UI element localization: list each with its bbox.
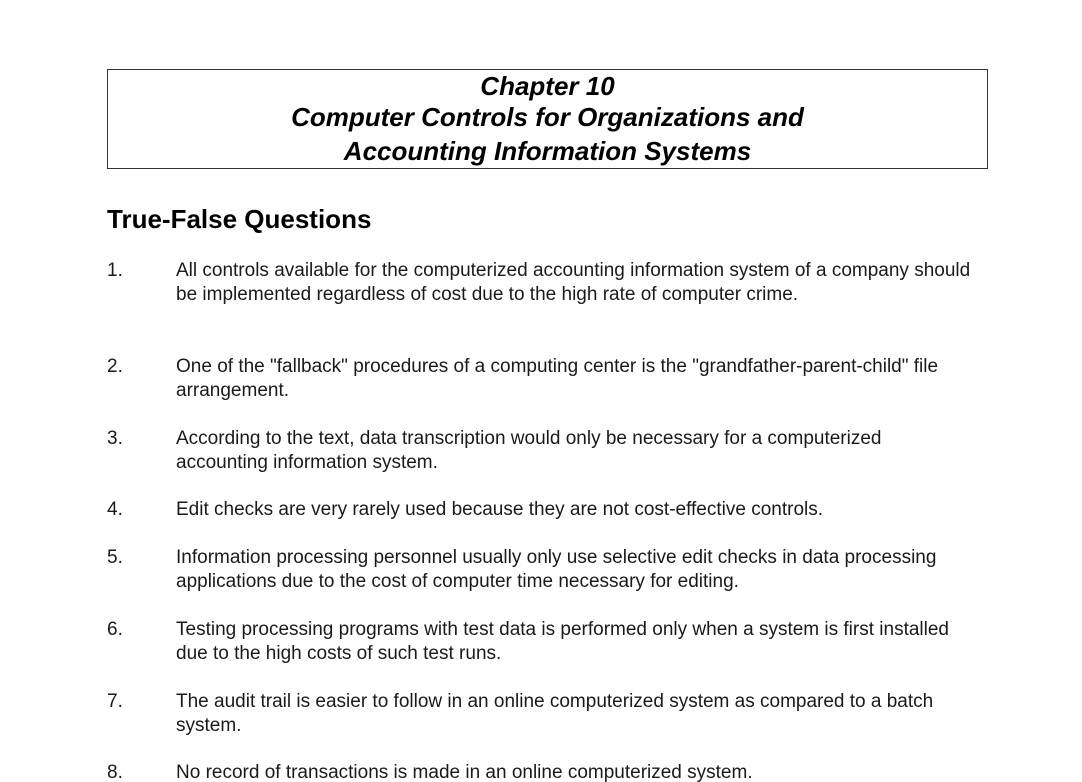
question-number: 8. [107, 762, 123, 782]
question-text: One of the "fallback" procedures of a computing center is the "grandfather-parent-child" file arrangement. [176, 356, 939, 401]
question-item [107, 259, 987, 307]
chapter-title-line-1: Computer Controls for Organizations and [291, 102, 804, 132]
question-item [107, 546, 987, 594]
question-number: 5. [107, 547, 123, 568]
question-number: 7. [107, 691, 123, 712]
question-text: Edit checks are very rarely used because they are not cost-effective controls. [176, 499, 824, 520]
question-item [107, 355, 987, 403]
question-item [107, 761, 987, 782]
question-text: The audit trail is easier to follow in an online computerized system as compared to a batch system. [176, 691, 934, 736]
question-item [107, 427, 987, 475]
question-item [107, 690, 987, 738]
question-number: 2. [107, 356, 123, 377]
question-number: 3. [107, 428, 123, 449]
question-number: 4. [107, 499, 123, 520]
question-text: According to the text, data transcription would only be necessary for a computerized accounting information system. [176, 428, 882, 473]
question-text: Testing processing programs with test data is performed only when a system is first installed due to the high costs of such test runs. [176, 619, 949, 664]
question-item [107, 498, 987, 522]
question-text: All controls available for the computerized accounting information system of a company should be implemented regardless of cost due to the high rate of computer crime. [176, 260, 971, 305]
question-number: 1. [107, 260, 123, 281]
chapter-title-box [107, 69, 988, 169]
question-text: Information processing personnel usually only use selective edit checks in data processing applications due to the cost of computer time necessary for editing. [176, 547, 937, 592]
question-text: No record of transactions is made in an online computerized system. [176, 762, 753, 782]
question-number: 6. [107, 619, 123, 640]
chapter-title-line-2: Accounting Information Systems [343, 136, 752, 166]
chapter-number: Chapter 10 [480, 71, 615, 101]
section-heading: True-False Questions [107, 204, 372, 234]
question-item [107, 618, 987, 666]
